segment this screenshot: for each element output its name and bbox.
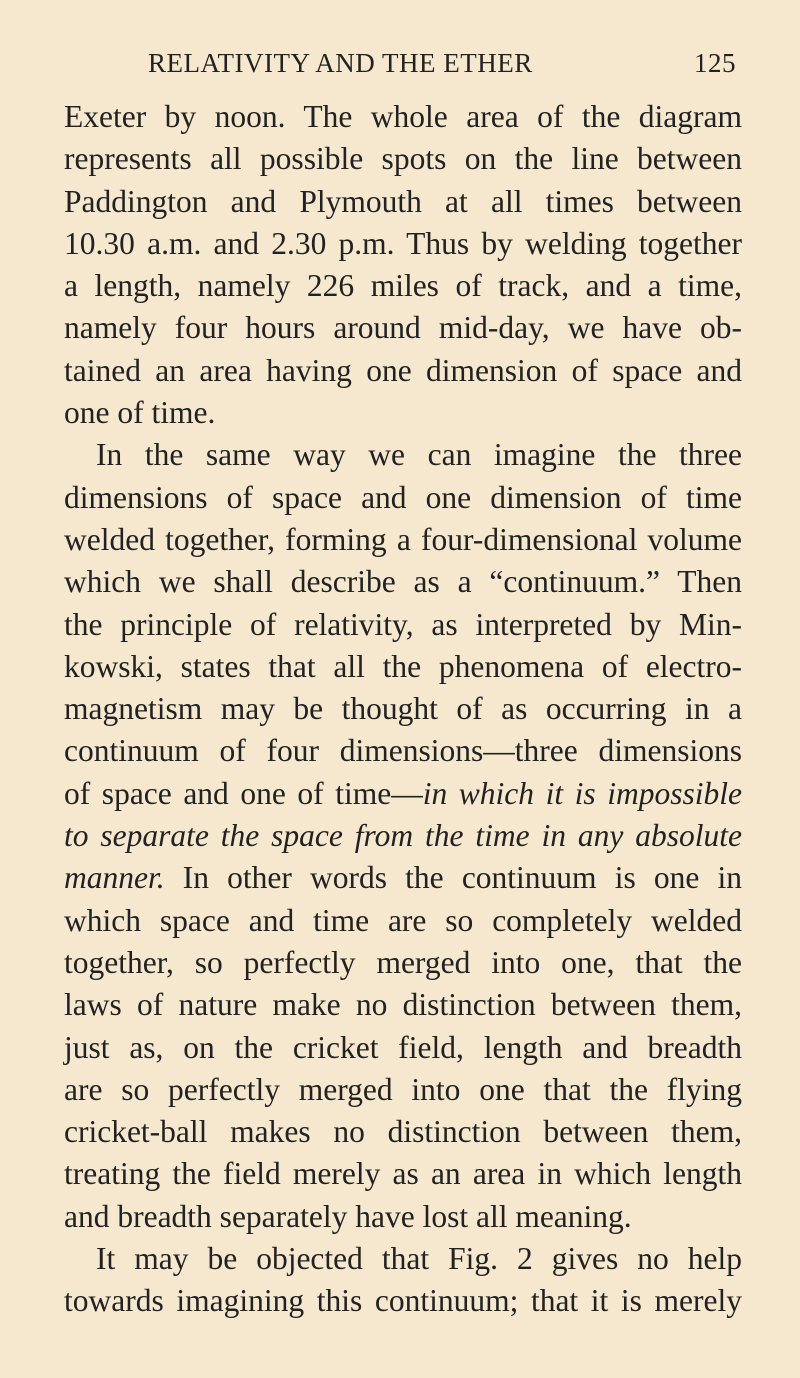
running-title: RELATIVITY AND THE ETHER (148, 48, 533, 78)
text-line: which we shall describe as a “continuum.” Then (64, 564, 742, 600)
text-line: 10.30 a.m. and 2.30 p.m. Thus by welding together (64, 225, 742, 261)
text-line: laws of nature make no distinction between them, (64, 987, 742, 1023)
text-line: the principle of relativity, as interpreted by Min- (64, 606, 742, 642)
text-line: continuum of four dimensions—three dimensions (64, 733, 742, 769)
text-line: cricket-ball makes no distinction between them, (64, 1114, 742, 1150)
text-line: magnetism may be thought of as occurring in a (64, 691, 742, 727)
page-number: 125 (694, 48, 736, 78)
text-line: which space and time are so completely welded (64, 902, 742, 938)
text-segment: of space and one of time— (64, 775, 423, 811)
italic-text-line: to separate the space from the time in any absolute (64, 818, 742, 854)
text-line: Paddington and Plymouth at all times between (64, 183, 742, 219)
text-line: and breadth separately have lost all meaning. (64, 1198, 632, 1234)
text-line-mixed (64, 857, 742, 899)
text-line: represents all possible spots on the line between (64, 141, 742, 177)
text-segment: In other words the continuum is one in (164, 860, 742, 896)
paragraph-start-line: In the same way we can imagine the three (96, 437, 742, 473)
text-line: one of time. (64, 395, 216, 431)
text-line: together, so perfectly merged into one, that the (64, 944, 742, 980)
text-line: a length, namely 226 miles of track, and a time, (64, 268, 742, 304)
running-head (148, 48, 736, 88)
text-line: are so perfectly merged into one that the flying (64, 1071, 742, 1107)
text-line: welded together, forming a four-dimensional volume (64, 521, 742, 557)
body-text (64, 96, 742, 1323)
text-line: kowski, states that all the phenomena of electro- (64, 648, 742, 684)
text-line: treating the field merely as an area in which length (64, 1156, 742, 1192)
paragraph-start-line: It may be objected that Fig. 2 gives no help (96, 1241, 742, 1277)
text-line: towards imagining this continuum; that it is merely (64, 1283, 742, 1319)
text-line: namely four hours around mid-day, we have ob- (64, 310, 742, 346)
text-line-mixed (64, 773, 742, 815)
text-line: just as, on the cricket field, length and breadth (64, 1029, 742, 1065)
text-line: Exeter by noon. The whole area of the diagram (64, 99, 742, 134)
text-line: dimensions of space and one dimension of time (64, 479, 742, 515)
italic-segment: manner. (64, 860, 165, 896)
italic-segment: in which it is impossible (422, 775, 742, 811)
text-line: tained an area having one dimension of space and (64, 352, 742, 388)
